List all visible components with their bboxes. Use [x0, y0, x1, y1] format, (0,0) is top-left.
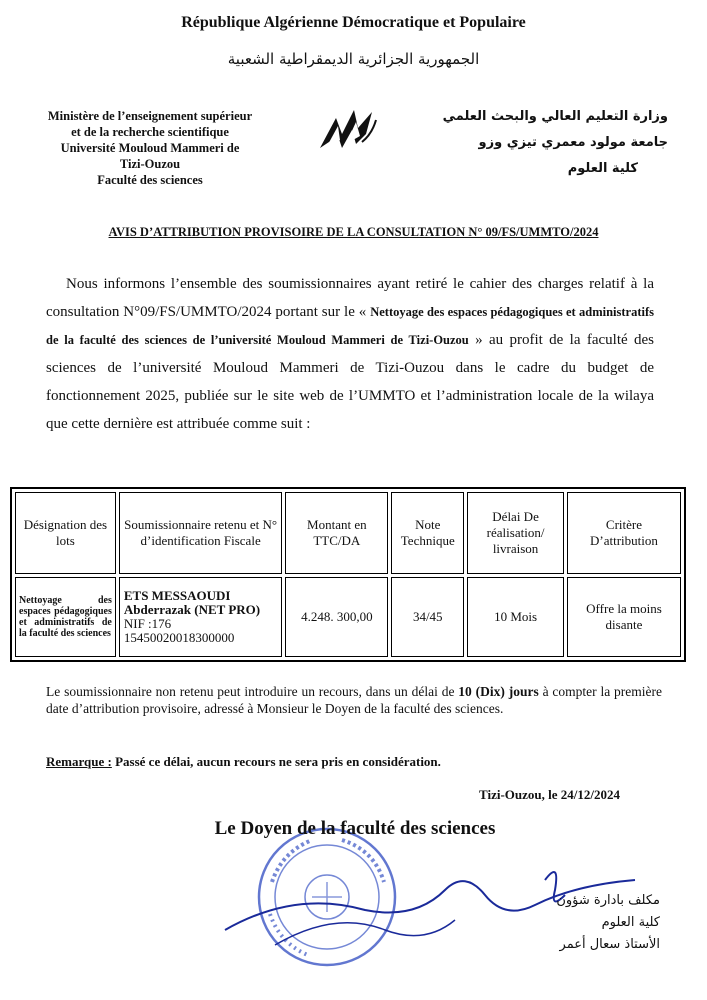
bidder-name: ETS MESSAOUDI Abderrazak (NET PRO): [123, 588, 261, 617]
city-line: Tizi-Ouzou: [119, 157, 181, 171]
republic-title-fr: République Algérienne Démocratique et Populaire: [181, 14, 526, 31]
attribution-table: [10, 487, 686, 662]
recourse-paragraph: [46, 683, 662, 717]
faculty-line: Faculté des sciences: [97, 173, 203, 187]
signature-line: كلية العلوم: [601, 915, 660, 930]
recourse-text: Le soumissionnaire non retenu peut introduire un recours, dans un délai de: [46, 684, 455, 699]
cell-amount: 4.248. 300,00: [285, 577, 388, 657]
recourse-deadline: 10 (Dix) jours: [458, 684, 539, 699]
header-amount: Montant en TTC/DA: [285, 492, 388, 574]
cell-bidder: [119, 577, 283, 657]
header-criterion: Critère D’attribution: [567, 492, 681, 574]
ministry-block-ar: [420, 104, 668, 182]
ministry-block-fr: [20, 108, 280, 188]
signature-line: الأستاذ سعال أعمر: [559, 937, 660, 952]
faculty-ar: كلية العلوم: [567, 161, 638, 176]
remark-text: Passé ce délai, aucun recours ne sera pris en considération.: [115, 754, 441, 769]
republic-title-ar: الجمهورية الجزائرية الديمقراطية الشعبية: [227, 50, 480, 68]
cell-lot: Nettoyage des espaces pédagogiques et administratifs de la faculté des sciences: [15, 577, 116, 657]
signature-caption-ar: [430, 890, 660, 956]
notice-title: AVIS D’ATTRIBUTION PROVISOIRE DE LA CONSULTATION N° 09/FS/UMMTO/2024: [108, 225, 599, 239]
intro-paragraph: [46, 270, 654, 438]
cell-criterion: Offre la moins disante: [567, 577, 681, 657]
ministry-ar: وزارة التعليم العالي والبحث العلمي: [442, 109, 668, 124]
cell-note: 34/45: [391, 577, 464, 657]
header-bidder: Soumissionnaire retenu et N° d’identification Fiscale: [119, 492, 283, 574]
signatory-title: Le Doyen de la faculté des sciences: [214, 818, 496, 839]
university-logo: [316, 104, 380, 154]
header-lots: Désignation des lots: [15, 492, 116, 574]
consultation-object: Nettoyage des espaces pédagogiques et administratifs de la faculté des sciences de l’université Mouloud Mammeri de Tizi-Ouzou: [46, 305, 655, 347]
nif-label: NIF :176: [123, 616, 172, 631]
university-ar: جامعة مولود معمري تيزي وزو: [478, 135, 668, 150]
intro-text: Nous informons l’ensemble des soumissionnaires ayant retiré le cahier des charges relatif à la consultation N°09/FS/UMMTO/2024 portant sur le «: [46, 276, 654, 320]
place-date: Tizi-Ouzou, le 24/12/2024: [479, 787, 620, 802]
remark: [46, 754, 662, 770]
nif-number: 15450020018300000: [123, 630, 235, 645]
header-delay: Délai De réalisation/ livraison: [467, 492, 564, 574]
ministry-line: Ministère de l’enseignement supérieur: [47, 109, 253, 123]
recourse-text-end: à compter la première date d’attribution provisoire, adressé à Monsieur le Doyen de la faculté des sciences.: [46, 684, 663, 716]
header-note: Note Technique: [391, 492, 464, 574]
remark-label: Remarque :: [46, 754, 112, 769]
signature-line: مكلف بادارة شؤون: [556, 893, 660, 908]
ministry-line: et de la recherche scientifique: [71, 125, 229, 139]
table-header-row: [15, 492, 681, 574]
university-line: Université Mouloud Mammeri de: [60, 141, 240, 155]
intro-text-end: » au profit de la faculté des sciences de l’université Mouloud Mammeri de Tizi-Ouzou dans le cadre du budget de fonctionnement 2025, publiée sur le site web de l’UMMTO et l’administration locale de la wilaya que cette dernière est attribuée comme suit :: [46, 332, 655, 432]
table-row: [15, 577, 681, 657]
cell-delay: 10 Mois: [467, 577, 564, 657]
